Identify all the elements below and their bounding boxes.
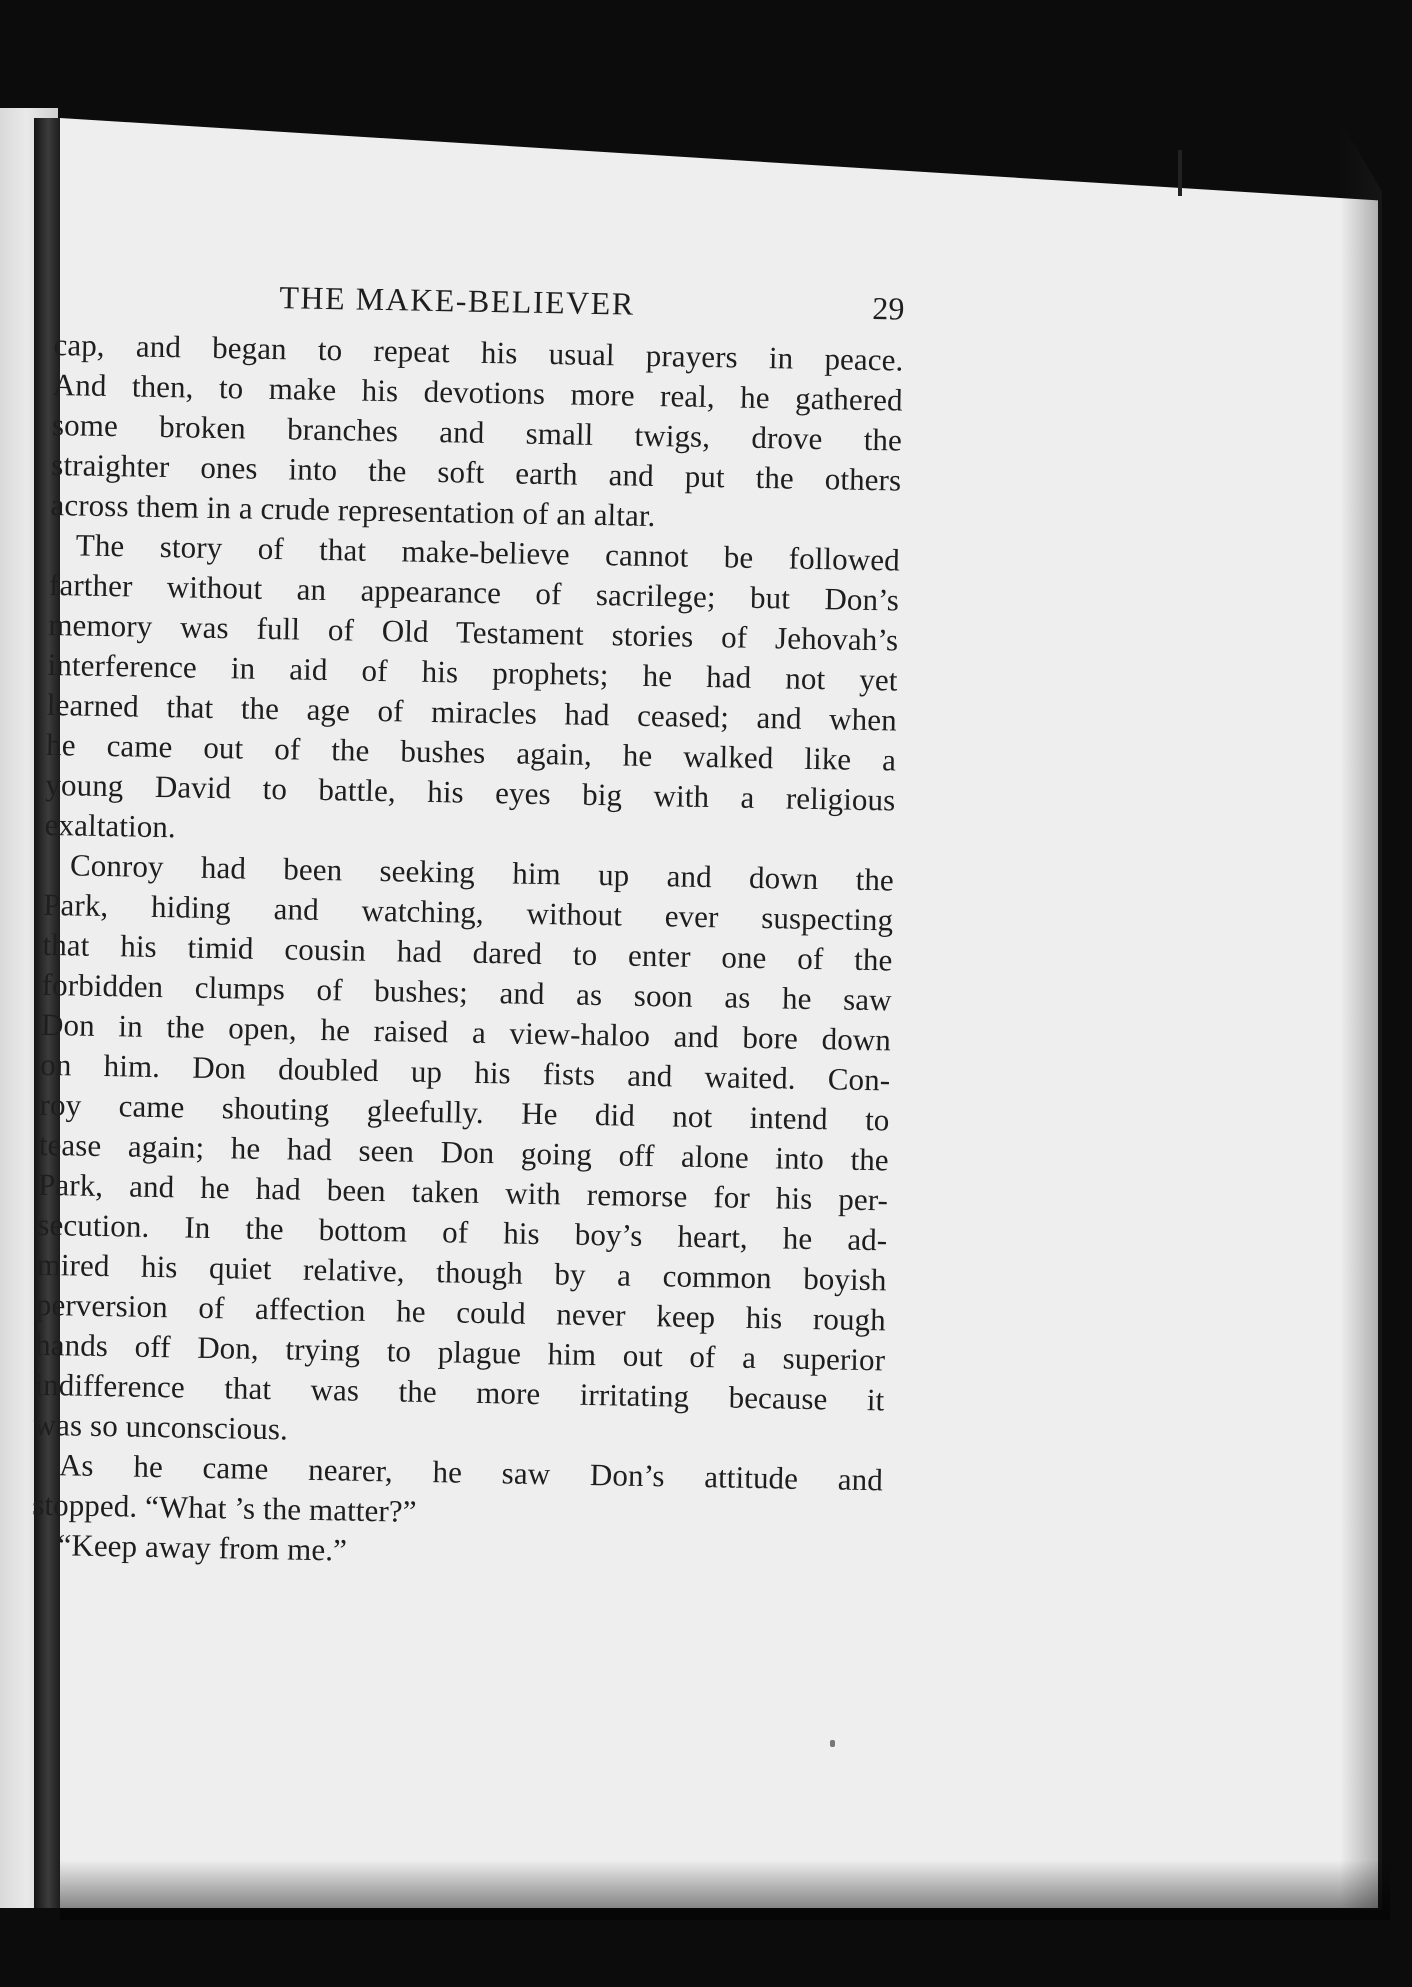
text-line: interference in aid of his prophets; he had not yet xyxy=(47,646,898,698)
text-line: he came out of the bushes again, he walked like a xyxy=(45,726,897,778)
text-line: was so unconscious. xyxy=(33,1406,289,1447)
text-line: indifference that was the more irritating because it xyxy=(34,1366,885,1418)
text-line: And then, to make his devotions more real, he gathered xyxy=(52,366,903,418)
text-line: on him. Don doubled up his fists and waited. Con- xyxy=(40,1046,891,1098)
scan-mark xyxy=(1178,150,1182,196)
paragraph xyxy=(32,1445,883,1541)
text-line: roy came shouting gleefully. He did not intend to xyxy=(39,1086,890,1138)
scan-speck xyxy=(830,1740,835,1747)
paragraph xyxy=(33,845,894,1460)
text-line: forbidden clumps of bushes; and as soon as he saw xyxy=(41,966,892,1018)
text-line: learned that the age of miracles had ceased; and when xyxy=(46,686,898,738)
text-line: cap, and began to repeat his usual prayers in peace. xyxy=(53,326,904,378)
page-edge-shadow xyxy=(1340,120,1382,1910)
text-line: “Keep away from me.” xyxy=(57,1527,348,1568)
text-line: Don in the open, he raised a view-haloo and bore down xyxy=(40,1006,892,1058)
text-line: The story of that make-believe cannot be followed xyxy=(75,527,901,578)
text-line: that his timid cousin had dared to enter one of the xyxy=(42,926,893,978)
paragraph xyxy=(44,525,900,861)
text-line: tease again; he had seen Don going off alone into the xyxy=(38,1126,890,1178)
text-line: secution. In the bottom of his boy’s heart, he ad- xyxy=(37,1206,888,1258)
text-line: some broken branches and small twigs, drove the xyxy=(51,406,903,458)
text-line: straighter ones into the soft earth and put the others xyxy=(51,446,902,498)
text-line: hands off Don, trying to plague him out of a superior xyxy=(34,1326,886,1378)
text-line: As he came nearer, he saw Don’s attitude and xyxy=(58,1447,884,1498)
page-number: 29 xyxy=(872,289,905,327)
text-line: across them in a crude representation of an altar. xyxy=(50,486,656,534)
running-title: THE MAKE-BELIEVER xyxy=(279,279,635,322)
text-line: mired his quiet relative, though by a common boyish xyxy=(36,1246,887,1298)
text-line: memory was full of Old Testament stories of Jehovah’s xyxy=(48,606,899,658)
text-line: exaltation. xyxy=(44,806,177,845)
page-text xyxy=(31,265,905,1580)
paragraph xyxy=(50,325,904,541)
text-line: perversion of affection he could never keep his rough xyxy=(35,1286,887,1338)
text-line: stopped. “What ’s the matter?” xyxy=(31,1486,417,1529)
text-line: Park, and he had been taken with remorse for his per- xyxy=(37,1166,889,1218)
text-line: young David to battle, his eyes big with a religious xyxy=(45,766,896,818)
text-line: Conroy had been seeking him up and down the xyxy=(69,847,895,898)
text-line: farther without an appearance of sacrilege; but Don’s xyxy=(48,566,900,618)
bottom-shadow xyxy=(60,1860,1390,1920)
text-line: Park, hiding and watching, without ever suspecting xyxy=(42,886,894,938)
